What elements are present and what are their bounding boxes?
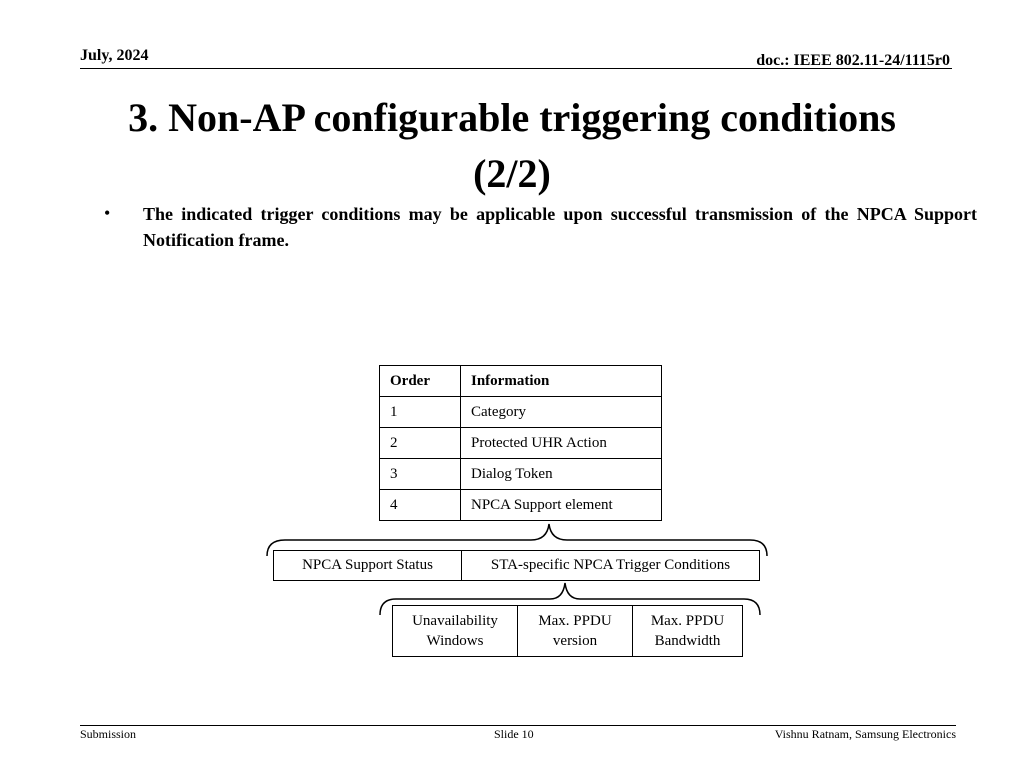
field-max-ppdu-bandwidth [633, 606, 743, 657]
slide-title-line2: (2/2) [473, 151, 551, 196]
field-line: Windows [426, 633, 484, 649]
table-row [393, 606, 743, 657]
field-line: Bandwidth [654, 633, 721, 649]
table-cell-information: Protected UHR Action [461, 428, 662, 459]
table-row [274, 551, 760, 581]
footer-divider [80, 725, 956, 726]
header-doc-id: doc.: IEEE 802.11-24/1115r0 [756, 52, 950, 69]
trigger-conditions-table [392, 605, 743, 657]
field-line: Max. PPDU [538, 613, 612, 629]
footer-submission: Submission [80, 727, 137, 741]
table-cell-order: 3 [380, 459, 461, 490]
bullet-marker: • [104, 203, 111, 223]
table-cell-information: Category [461, 397, 662, 428]
bullet-text: The indicated trigger conditions may be applicable upon successful transmission of the NPCA Support Notification frame. [143, 204, 977, 250]
footer-author: Vishnu Ratnam, Samsung Electronics [774, 727, 956, 741]
header-date: July, 2024 [80, 47, 149, 64]
field-npca-support-status: NPCA Support Status [274, 551, 462, 581]
field-unavailability-windows [393, 606, 518, 657]
field-sta-specific-trigger-conditions: STA-specific NPCA Trigger Conditions [462, 551, 760, 581]
field-line: Unavailability [412, 613, 498, 629]
field-max-ppdu-version [518, 606, 633, 657]
field-line: version [552, 633, 598, 649]
footer-slide-number: Slide 10 [494, 727, 534, 741]
table-cell-order: 2 [380, 428, 461, 459]
field-line: Max. PPDU [650, 613, 725, 629]
table-header-information: Information [461, 366, 662, 397]
table-header-order: Order [380, 366, 461, 397]
table-cell-order: 4 [380, 490, 461, 521]
slide-title-line1: 3. Non-AP configurable triggering conditions [128, 95, 896, 140]
table-cell-information: NPCA Support element [461, 490, 662, 521]
table-cell-information: Dialog Token [461, 459, 662, 490]
npca-support-element-table [273, 550, 760, 581]
table-cell-order: 1 [380, 397, 461, 428]
